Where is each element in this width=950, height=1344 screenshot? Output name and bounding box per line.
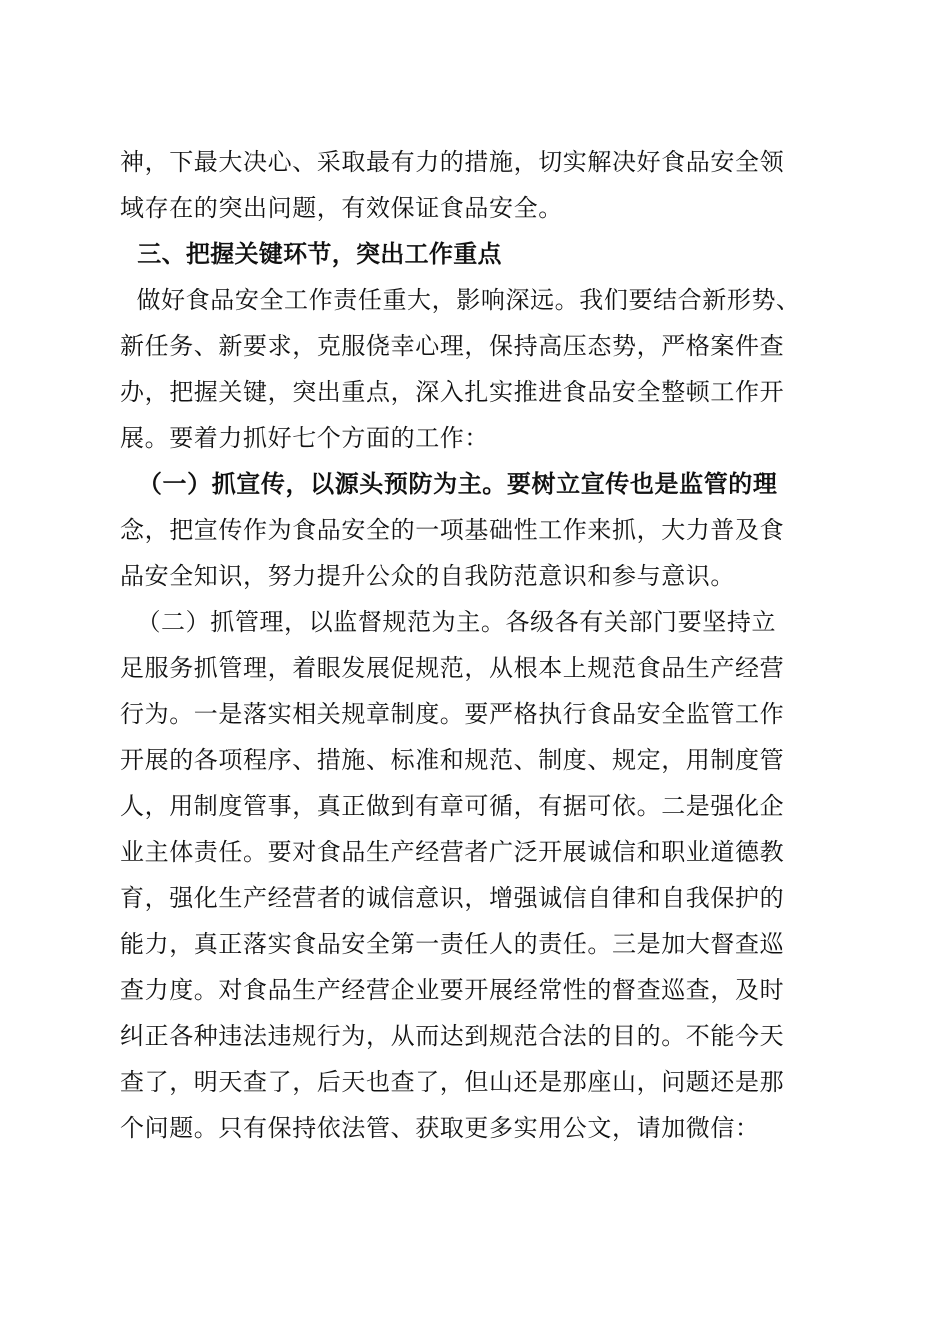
document-page: [120, 139, 830, 1151]
text-line: 育，强化生产经营者的诚信意识，增强诚信自律和自我保护的: [120, 884, 785, 912]
text-line: 业主体责任。要对食品生产经营者广泛开展诚信和职业道德教: [120, 838, 785, 866]
text-line: 人，用制度管事，真正做到有章可循，有据可依。二是强化企: [120, 792, 785, 820]
text-line: 念，把宣传作为食品安全的一项基础性工作来抓，大力普及食: [120, 516, 785, 544]
text-line: 查了，明天查了，后天也查了，但山还是那座山，问题还是那: [120, 1068, 785, 1096]
section-heading: 三、把握关键环节，突出工作重点: [120, 240, 502, 268]
text-line: 做好食品安全工作责任重大，影响深远。我们要结合新形势、: [120, 286, 801, 314]
text-line: 行为。一是落实相关规章制度。要严格执行食品安全监管工作: [120, 700, 785, 728]
text-line: 展。要着力抓好七个方面的工作：: [120, 424, 489, 452]
text-line: 办，把握关键，突出重点，深入扎实推进食品安全整顿工作开: [120, 378, 785, 406]
text-line: 个问题。只有保持依法管、获取更多实用公文，请加微信：: [120, 1114, 760, 1142]
text-line: 足服务抓管理，着眼发展促规范，从根本上规范食品生产经营: [120, 654, 785, 682]
text-line: 新任务、新要求，克服侥幸心理，保持高压态势，严格案件查: [120, 332, 785, 360]
text-line: 开展的各项程序、措施、标准和规范、制度、规定，用制度管: [120, 746, 785, 774]
text-line: 能力，真正落实食品安全第一责任人的责任。三是加大督查巡: [120, 930, 785, 958]
text-line: 神，下最大决心、采取最有力的措施，切实解决好食品安全领: [120, 148, 785, 176]
text-line: 品安全知识，努力提升公众的自我防范意识和参与意识。: [120, 562, 735, 590]
text-line: 查力度。对食品生产经营企业要开展经常性的督查巡查，及时: [120, 976, 785, 1004]
text-line: 域存在的突出问题，有效保证食品安全。: [120, 194, 563, 222]
text-line: 纠正各种违法违规行为，从而达到规范合法的目的。不能今天: [120, 1022, 785, 1050]
subsection-line: （一）抓宣传，以源头预防为主。要树立宣传也是监管的理: [120, 469, 778, 498]
subsection-line: （二）抓管理，以监督规范为主。各级各有关部门要坚持立: [120, 608, 777, 636]
